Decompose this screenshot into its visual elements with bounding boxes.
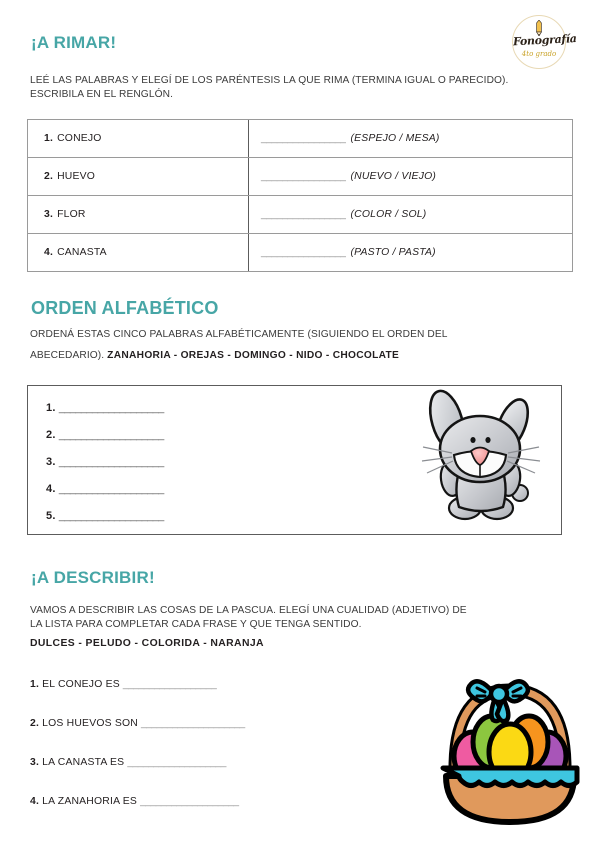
table-row — [28, 158, 572, 196]
table-cell-word — [28, 158, 249, 195]
list-item[interactable] — [46, 429, 164, 441]
table-cell-word — [28, 120, 249, 157]
list-item-number: 2. — [30, 718, 40, 729]
easter-basket-illustration — [437, 664, 583, 826]
list-item-blank[interactable]: ___________________ — [140, 796, 239, 807]
instructions-describir — [30, 604, 575, 632]
list-item-text: LOS HUEVOS SON — [42, 718, 138, 729]
instructions-orden — [30, 324, 575, 366]
list-item-text: LA CANASTA ES — [42, 757, 125, 768]
list-item-number: 4. — [46, 483, 56, 495]
instructions-rimar-line2: ESCRIBILA EN EL RENGLÓN. — [30, 89, 173, 100]
row-number: 1. — [44, 133, 54, 144]
row-options: (COLOR / SOL) — [350, 209, 427, 220]
list-item-number: 3. — [46, 456, 56, 468]
list-item-blank[interactable]: ___________________ — [58, 429, 164, 441]
instructions-describir-line1: VAMOS A DESCRIBIR LAS COSAS DE LA PASCUA. ELEGÍ UNA CUALIDAD (ADJETIVO) DE — [30, 605, 467, 616]
table-cell-answer[interactable] — [249, 158, 572, 195]
answer-blank[interactable]: ________________ — [261, 171, 346, 182]
row-number: 3. — [44, 209, 54, 220]
logo-brand-text: Fonografía — [512, 32, 577, 49]
answer-blank[interactable]: ________________ — [261, 209, 346, 220]
list-item[interactable] — [46, 456, 164, 468]
table-row — [28, 196, 572, 234]
row-options: (ESPEJO / MESA) — [350, 133, 440, 144]
list-item-blank[interactable]: ____________________ — [141, 718, 245, 729]
instructions-rimar-line1: LEÉ LAS PALABRAS Y ELEGÍ DE LOS PARÉNTESIS LA QUE RIMA (TERMINA IGUAL O PARECIDO). — [30, 75, 509, 86]
list-item-number: 1. — [30, 679, 40, 690]
row-options: (PASTO / PASTA) — [350, 247, 436, 258]
brand-logo — [506, 14, 577, 70]
row-number: 2. — [44, 171, 54, 182]
list-item-number: 3. — [30, 757, 40, 768]
table-cell-answer[interactable] — [249, 196, 572, 233]
row-word: FLOR — [57, 209, 86, 220]
list-item[interactable] — [46, 510, 164, 522]
list-item-number: 2. — [46, 429, 56, 441]
table-cell-word — [28, 234, 249, 271]
row-word: HUEVO — [57, 171, 96, 182]
section-heading-orden: ORDEN ALFABÉTICO — [31, 298, 219, 318]
bunny-illustration — [409, 383, 554, 535]
describir-word-list: DULCES - PELUDO - COLORIDA - NARANJA — [30, 638, 264, 649]
instructions-orden-line2: ABECEDARIO). — [30, 350, 105, 361]
list-item-number: 5. — [46, 510, 56, 522]
table-row — [28, 120, 572, 158]
table-cell-word — [28, 196, 249, 233]
list-item[interactable] — [46, 402, 164, 414]
list-item[interactable] — [30, 796, 239, 807]
section-heading-describir: ¡A DESCRIBIR! — [31, 568, 155, 587]
list-item[interactable] — [30, 757, 226, 768]
list-item-blank[interactable]: ___________________ — [58, 510, 164, 522]
list-item-blank[interactable]: ___________________ — [127, 757, 226, 768]
row-number: 4. — [44, 247, 54, 258]
row-word: CANASTA — [57, 247, 107, 258]
table-row — [28, 234, 572, 271]
answer-blank[interactable]: ________________ — [261, 133, 346, 144]
table-cell-answer[interactable] — [249, 120, 572, 157]
list-item-text: EL CONEJO ES — [42, 679, 120, 690]
list-item[interactable] — [46, 483, 164, 495]
instructions-describir-line2: LA LISTA PARA COMPLETAR CADA FRASE Y QUE TENGA SENTIDO. — [30, 619, 362, 630]
list-item-text: LA ZANAHORIA ES — [42, 796, 137, 807]
list-item-number: 1. — [46, 402, 56, 414]
logo-subtitle: 4to grado — [521, 50, 557, 58]
row-options: (NUEVO / VIEJO) — [350, 171, 437, 182]
list-item[interactable] — [30, 718, 245, 729]
section-heading-rimar: ¡A RIMAR! — [31, 33, 117, 52]
list-item-blank[interactable]: ___________________ — [58, 456, 164, 468]
list-item-number: 4. — [30, 796, 40, 807]
instructions-rimar — [30, 74, 575, 102]
answer-blank[interactable]: ________________ — [261, 247, 346, 258]
row-word: CONEJO — [57, 133, 102, 144]
list-item-blank[interactable]: ___________________ — [58, 402, 164, 414]
orden-word-list: ZANAHORIA - OREJAS - DOMINGO - NIDO - CHOCOLATE — [107, 350, 400, 361]
rhyme-table — [27, 119, 573, 272]
list-item[interactable] — [30, 679, 216, 690]
list-item-blank[interactable]: __________________ — [122, 679, 217, 690]
instructions-orden-line1: ORDENÁ ESTAS CINCO PALABRAS ALFABÉTICAMENTE (SIGUIENDO EL ORDEN DEL — [30, 329, 448, 340]
list-item-blank[interactable]: ___________________ — [58, 483, 164, 495]
table-cell-answer[interactable] — [249, 234, 572, 271]
